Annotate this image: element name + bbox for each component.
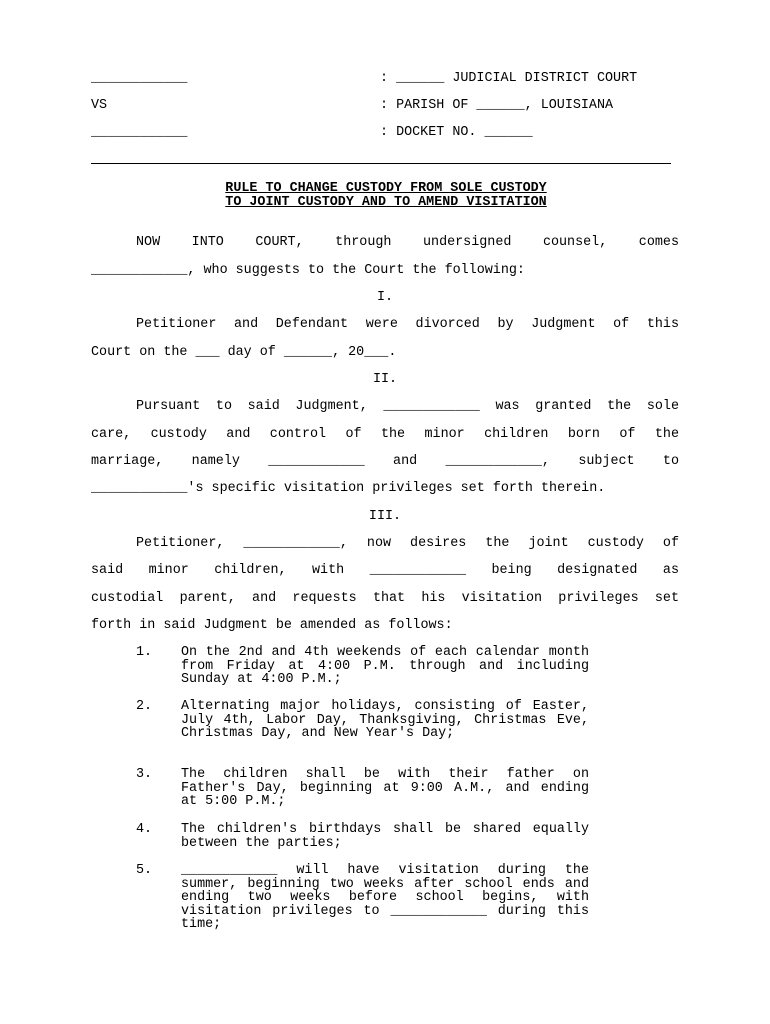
caption-divider [91,163,671,164]
visitation-item: The children's birthdays shall be shared equally between the parties; [181,822,589,851]
visitation-item: ____________ will have visitation during the summer, beginning two weeks after school ends and ending two weeks before school begins, with visitation privileges to ____________ during this time; [181,863,589,933]
item-number: 4. [136,822,153,837]
section-numeral-1: I. [376,290,394,305]
section-numeral-2: II. [372,372,398,387]
section-numeral-3: III. [368,509,402,524]
section-2-line-2: care, custody and control of the minor children born of the [91,427,679,442]
docket-number: : DOCKET NO. ______ [380,125,533,140]
section-2-line-1: Pursuant to said Judgment, ____________ was granted the sole [136,399,679,414]
document-title-line-2: TO JOINT CUSTODY AND TO AMEND VISITATION [225,195,547,210]
section-1-line-2: Court on the ___ day of ______, 20___. [91,345,397,360]
intro-line-2: ____________, who suggests to the Court the following: [91,263,525,278]
section-3-line-1: Petitioner, ____________, now desires the joint custody of [136,536,679,551]
item-number: 3. [136,767,153,782]
section-3-line-4: forth in said Judgment be amended as follows: [91,618,453,633]
parish-line: : PARISH OF ______, LOUISIANA [380,98,614,113]
visitation-item: On the 2nd and 4th weekends of each calendar month from Friday at 4:00 P.M. through and including Sunday at 4:00 P.M.; [181,645,589,688]
defendant-blank: ____________ [91,125,188,140]
visitation-item: Alternating major holidays, consisting of Easter, July 4th, Labor Day, Thanksgiving, Christmas Eve, Christmas Day, and New Year's Day; [181,699,589,742]
intro-line-1: NOW INTO COURT, through undersigned counsel, comes [136,235,679,250]
section-2-line-3: marriage, namely ____________ and ____________, subject to [91,454,679,469]
visitation-item: The children shall be with their father on Father's Day, beginning at 9:00 A.M., and ending at 5:00 P.M.; [181,767,589,810]
section-3-line-3: custodial parent, and requests that his visitation privileges set [91,591,679,606]
item-number: 2. [136,699,153,714]
item-number: 1. [136,645,153,660]
plaintiff-blank: ____________ [91,71,188,86]
section-1-line-1: Petitioner and Defendant were divorced by Judgment of this [136,317,679,332]
section-3-line-2: said minor children, with ____________ being designated as [91,563,679,578]
court-name: : ______ JUDICIAL DISTRICT COURT [380,71,638,86]
item-number: 5. [136,863,153,878]
document-title-line-1: RULE TO CHANGE CUSTODY FROM SOLE CUSTODY [225,181,547,196]
versus-label: VS [91,98,108,113]
section-2-line-4: ____________'s specific visitation privileges set forth therein. [91,481,606,496]
